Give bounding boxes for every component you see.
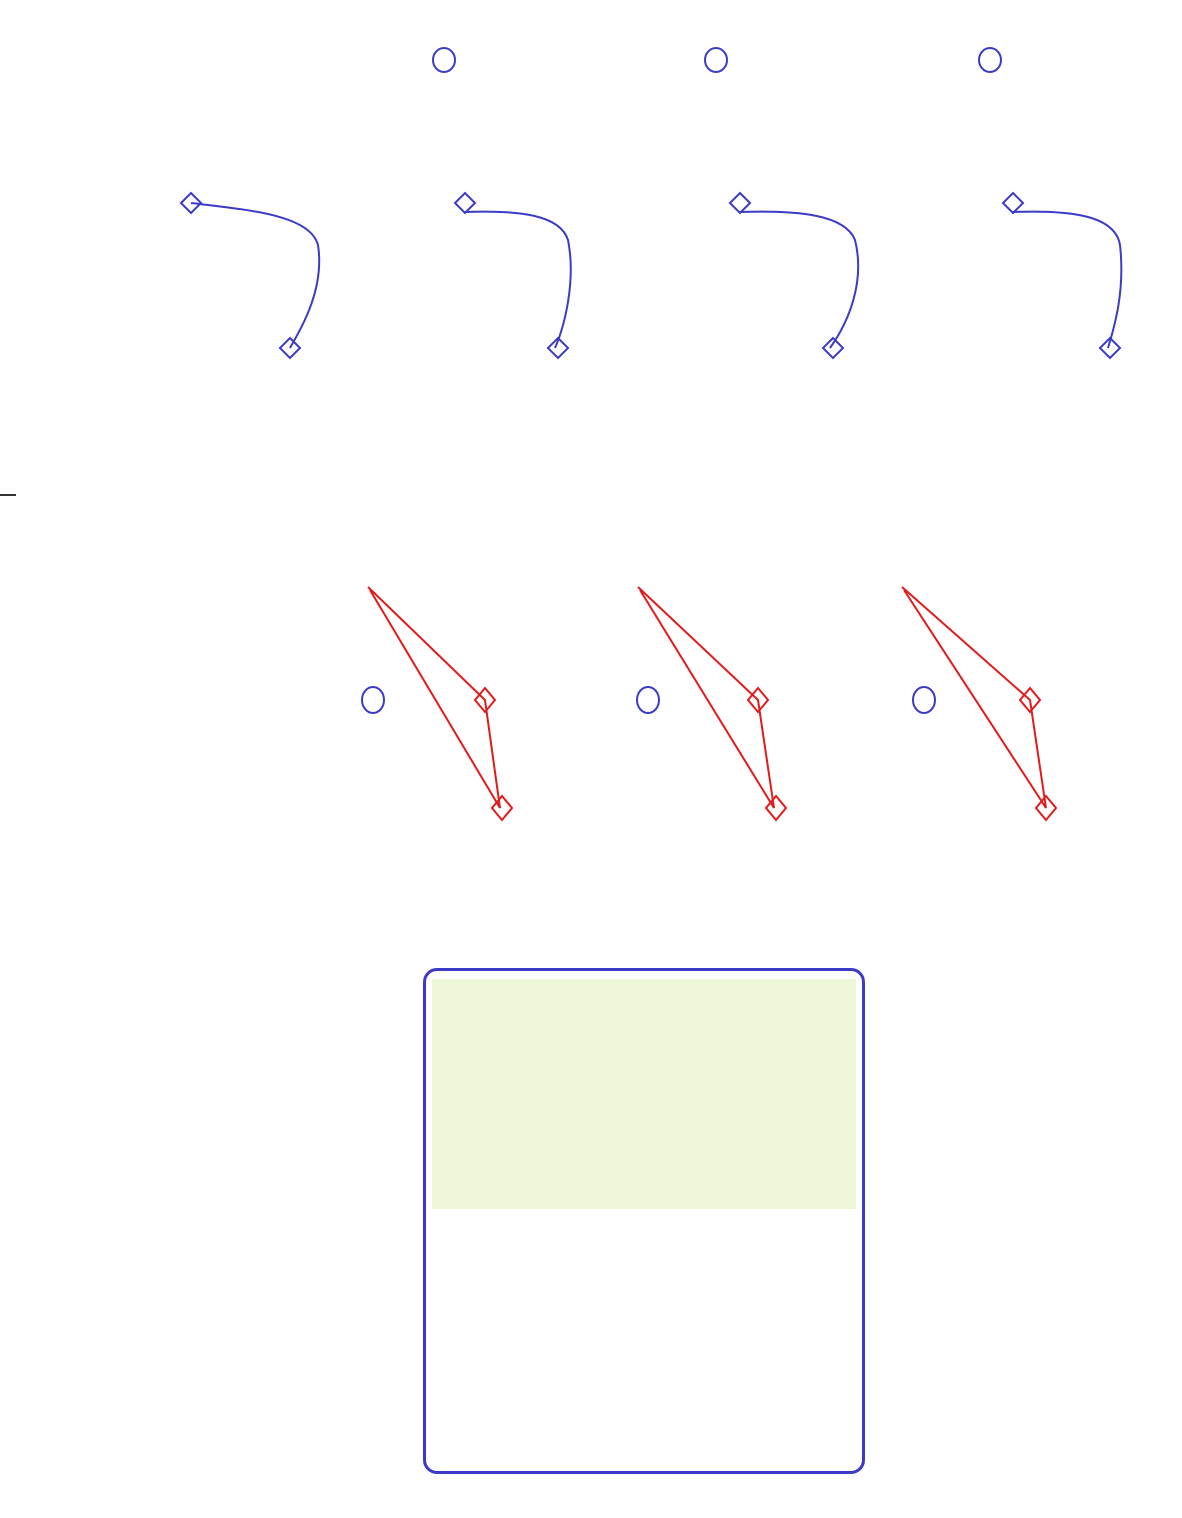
blue-diamond-mark [181,193,201,213]
blue-diamond-mark [1100,338,1120,358]
blue-diamond-mark [548,338,568,358]
blue-diamond-mark [280,338,300,358]
blue-circle-mark [979,48,1001,72]
red-trace-loop [368,587,500,808]
red-diamond-mark [1020,688,1040,712]
red-trace-loop [902,587,1046,808]
blue-trace-curve [191,203,319,348]
red-diamond-mark [1036,796,1056,820]
blue-circle-mark [637,687,659,713]
red-diamond-mark [766,796,786,820]
blue-circle-mark [362,687,384,713]
blue-diamond-mark [823,338,843,358]
blue-circle-mark [913,687,935,713]
blue-trace-curve [465,212,571,348]
blue-circle-mark [433,48,455,72]
red-diamond-mark [492,796,512,820]
blue-trace-curve [1013,212,1121,348]
red-diamond-mark [475,688,495,712]
cau-vang-box [423,968,865,1474]
cau-vang-panel [432,979,856,1209]
blue-diamond-mark [730,193,750,213]
blue-circle-mark [705,48,727,72]
red-trace-loop [638,587,774,808]
blue-diamond-mark [1003,193,1023,213]
blue-diamond-mark [455,193,475,213]
divider-dash [0,494,16,496]
red-diamond-mark [748,688,768,712]
blue-trace-curve [740,212,858,348]
